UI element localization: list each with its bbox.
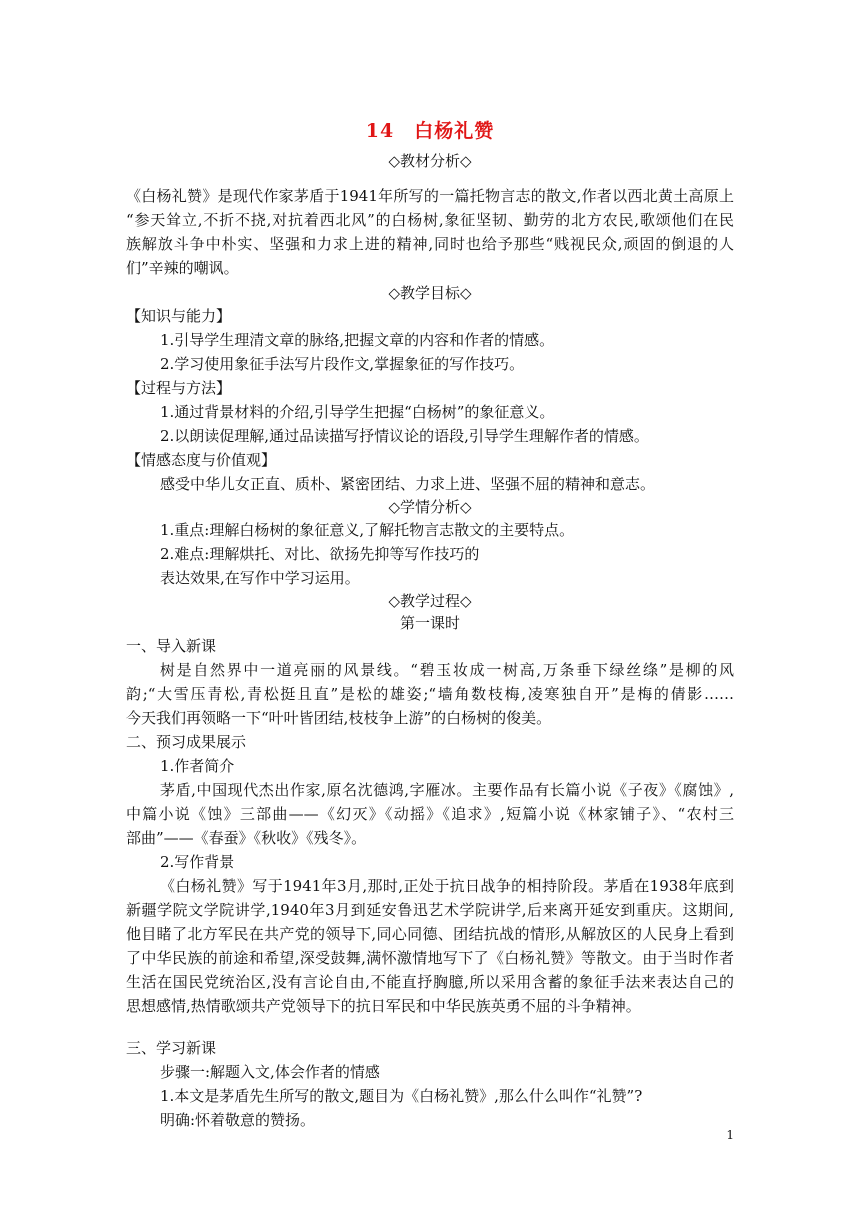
body-line: 了中华民族的前途和希望,深受鼓舞,满怀激情地写下了《白杨礼赞》等散文。由于当时作者 [126, 949, 734, 967]
intro-line: 族解放斗争中朴实、坚强和力求上进的精神,同时也给予那些“贱视民众,顽固的倒退的人 [126, 235, 734, 253]
sub-step-heading: 步骤一:解题入文,体会作者的情感 [160, 1063, 380, 1081]
section-heading-guocheng: ◇教学过程◇ [388, 592, 472, 610]
sub-step-heading: 2.写作背景 [160, 853, 235, 871]
step-heading: 二、预习成果展示 [126, 733, 247, 751]
body-line: 部曲”——《春蚕》《秋收》《残冬》。 [126, 829, 367, 847]
analysis-item: 1.重点:理解白杨树的象征意义,了解托物言志散文的主要特点。 [160, 521, 575, 539]
intro-line: 《白杨礼赞》是现代作家茅盾于1941年所写的一篇托物言志的散文,作者以西北黄土高原上 [126, 187, 734, 205]
analysis-item: 表达效果,在写作中学习运用。 [160, 569, 360, 587]
goal-item: 2.学习使用象征手法写片段作文,掌握象征的写作技巧。 [160, 355, 525, 373]
answer-line: 明确:怀着敬意的赞扬。 [160, 1111, 316, 1129]
body-line: 茅盾,中国现代杰出作家,原名沈德鸿,字雁冰。主要作品有长篇小说《子夜》《腐蚀》, [160, 781, 734, 799]
page-number: 1 [726, 1128, 734, 1142]
body-line: 生活在国民党统治区,没有言论自由,不能直抒胸臆,所以采用含蓄的象征手法来表达自己的 [126, 973, 734, 991]
body-line: 《白杨礼赞》写于1941年3月,那时,正处于抗日战争的相持阶段。茅盾在1938年底到 [160, 877, 734, 895]
section-heading-mubiao: ◇教学目标◇ [388, 284, 472, 302]
goal-item: 1.通过背景材料的介绍,引导学生把握“白杨树”的象征意义。 [160, 403, 555, 421]
body-line: 他目睹了北方军民在共产党的领导下,同心同德、团结抗战的情形,从解放区的人民身上看到 [126, 925, 734, 943]
goal-item: 2.以朗读促理解,通过品读描写抒情议论的语段,引导学生理解作者的情感。 [160, 427, 649, 445]
subheading-guocheng: 【过程与方法】 [126, 379, 232, 397]
lesson-period: 第一课时 [399, 614, 460, 632]
step-heading: 三、学习新课 [126, 1039, 217, 1057]
subheading-qinggan: 【情感态度与价值观】 [126, 451, 277, 469]
section-heading-xueqing: ◇学情分析◇ [388, 498, 472, 516]
intro-line: “参天耸立,不折不挠,对抗着西北风”的白杨树,象征坚韧、勤劳的北方农民,歌颂他们在民 [126, 211, 734, 229]
step-heading: 一、导入新课 [126, 637, 217, 655]
analysis-item: 2.难点:理解烘托、对比、欲扬先抑等写作技巧的 [160, 545, 480, 563]
sub-step-heading: 1.作者简介 [160, 757, 235, 775]
body-line: 韵;“大雪压青松,青松挺且直”是松的雄姿;“墙角数枝梅,凌寒独自开”是梅的倩影…… [126, 685, 734, 703]
section-heading-jiaocai: ◇教材分析◇ [388, 152, 472, 170]
body-line: 思想感情,热情歌颂共产党领导下的抗日军民和中华民族英勇不屈的斗争精神。 [126, 997, 641, 1015]
body-line: 树是自然界中一道亮丽的风景线。“碧玉妆成一树高,万条垂下绿丝绦”是柳的风 [160, 661, 734, 679]
question-line: 1.本文是茅盾先生所写的散文,题目为《白杨礼赞》,那么什么叫作“礼赞”? [160, 1087, 643, 1105]
body-line: 新疆学院文学院讲学,1940年3月到延安鲁迅艺术学院讲学,后来离开延安到重庆。这期间, [126, 901, 734, 919]
body-line: 今天我们再领略一下“叶叶皆团结,枝枝争上游”的白杨树的俊美。 [126, 709, 552, 727]
subheading-zhishi: 【知识与能力】 [126, 307, 232, 325]
lesson-title: 14 白杨礼赞 [365, 120, 495, 142]
goal-item: 1.引导学生理清文章的脉络,把握文章的内容和作者的情感。 [160, 331, 555, 349]
intro-line: 们”辛辣的嘲讽。 [126, 259, 239, 277]
goal-item: 感受中华儿女正直、质朴、紧密团结、力求上进、坚强不屈的精神和意志。 [160, 475, 656, 493]
body-line: 中篇小说《蚀》三部曲——《幻灭》《动摇》《追求》,短篇小说《林家铺子》、“农村三 [126, 805, 734, 823]
